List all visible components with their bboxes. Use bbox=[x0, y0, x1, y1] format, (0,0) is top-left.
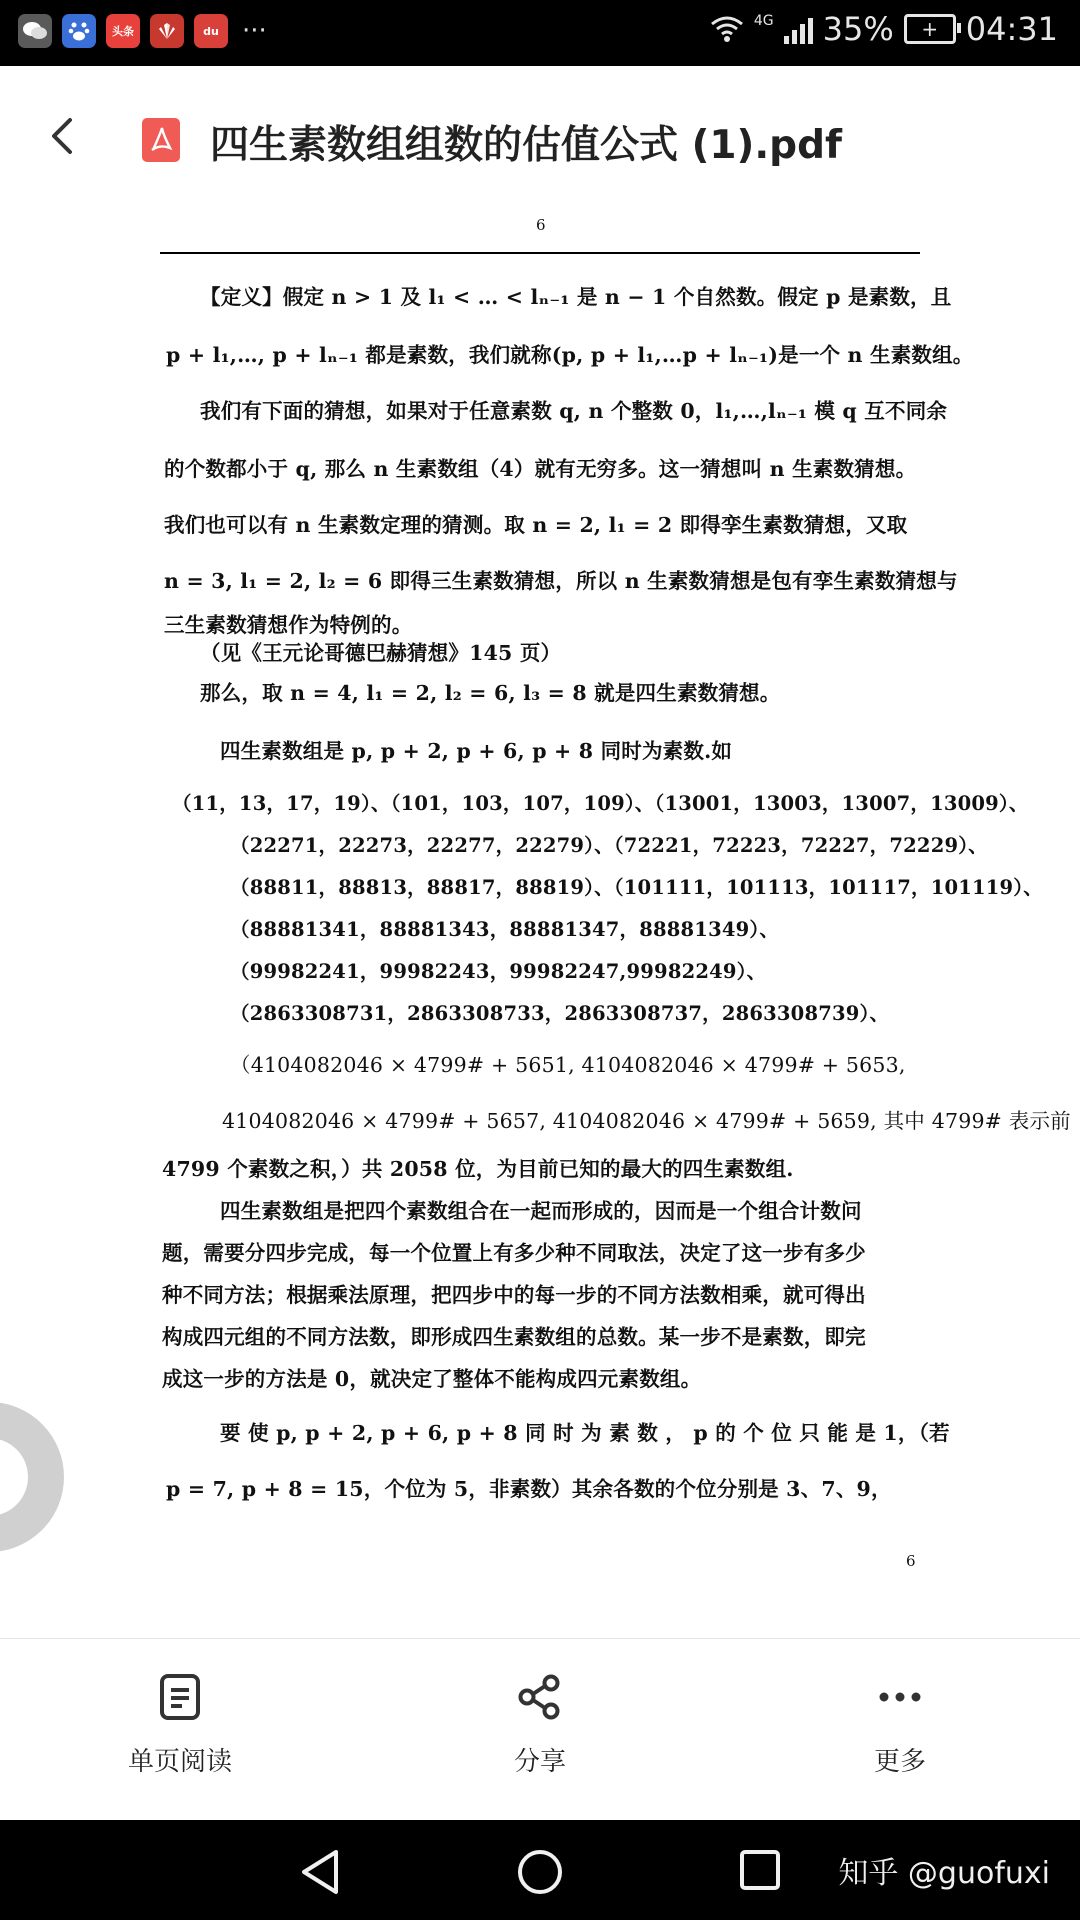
header-rule bbox=[160, 252, 920, 254]
clock: 04:31 bbox=[965, 10, 1058, 48]
signal-icon bbox=[784, 14, 813, 44]
more-dots-icon bbox=[877, 1690, 923, 1704]
battery-charging-icon: + bbox=[904, 14, 956, 44]
single-page-read-label: 单页阅读 bbox=[127, 1747, 232, 1777]
nav-recents-icon[interactable] bbox=[738, 1848, 782, 1892]
text-line: （2863308731，2863308733，2863308737，2863308739）、 bbox=[230, 1002, 890, 1025]
share-button[interactable] bbox=[440, 1669, 640, 1778]
more-notifications-icon: ··· bbox=[242, 16, 267, 46]
text-line: 【定义】假定 n > 1 及 l₁ < … < lₙ₋₁ 是 n − 1 个自然数。假定 p 是素数，且 bbox=[200, 285, 952, 309]
text-line: p = 7, p + 8 = 15，个位为 5，非素数）其余各数的个位分别是 3、7、9， bbox=[166, 1477, 892, 1501]
text-line: p + l₁,…, p + lₙ₋₁ 都是素数，我们就称(p, p + l₁,…p + lₙ₋₁)是一个 n 生素数组。 bbox=[166, 343, 974, 367]
nav-back-icon[interactable] bbox=[298, 1848, 342, 1896]
notification-icons bbox=[18, 14, 267, 48]
page-number-top: 6 bbox=[536, 216, 546, 234]
text-line: 成这一步的方法是 0，就决定了整体不能构成四元素数组。 bbox=[162, 1367, 702, 1391]
text-line: 题，需要分四步完成，每一个位置上有多少种不同取法，决定了这一步有多少 bbox=[162, 1241, 866, 1265]
text-line: （99982241，99982243，99982247,99982249）、 bbox=[230, 960, 767, 983]
text-line: 四生素数组是把四个素数组合在一起而形成的，因而是一个组合计数问 bbox=[220, 1199, 862, 1223]
text-line: （11，13，17，19）、（101，103，107，109）、（13001，13003，13007，13009）、 bbox=[172, 792, 1029, 815]
status-bar bbox=[0, 0, 1080, 66]
more-button[interactable] bbox=[800, 1669, 1000, 1778]
text-line: n = 3, l₁ = 2, l₂ = 6 即得三生素数猜想，所以 n 生素数猜想是包有孪生素数猜想与 bbox=[164, 569, 958, 593]
text-line: 构成四元组的不同方法数，即形成四生素数组的总数。某一步不是素数，即完 bbox=[162, 1325, 866, 1349]
text-line: 我们也可以有 n 生素数定理的猜测。取 n = 2, l₁ = 2 即得孪生素数猜想，又取 bbox=[164, 513, 908, 537]
document-header bbox=[0, 66, 1080, 216]
page-number-bottom: 6 bbox=[906, 1552, 916, 1570]
text-line: （4104082046 × 4799# + 5651, 4104082046 × 4799# + 5653, bbox=[230, 1053, 906, 1077]
baidu-icon bbox=[62, 14, 96, 48]
huawei-icon bbox=[150, 14, 184, 48]
single-page-read-button[interactable] bbox=[80, 1669, 280, 1778]
back-arrow-icon[interactable] bbox=[44, 116, 84, 156]
text-line: 三生素数猜想作为特例的。 bbox=[164, 613, 413, 637]
text-line: （22271，22273，22277，22279）、（72221，72223，72227，72229）、 bbox=[230, 834, 988, 857]
wifi-icon bbox=[710, 15, 744, 43]
bottom-toolbar bbox=[0, 1638, 1080, 1821]
text-line: 4799 个素数之积，）共 2058 位，为目前已知的最大的四生素数组. bbox=[162, 1157, 794, 1181]
system-indicators bbox=[710, 10, 1058, 48]
text-line: 种不同方法；根据乘法原理，把四步中的每一步的不同方法数相乘，就可得出 bbox=[162, 1283, 866, 1307]
pdf-file-icon bbox=[142, 118, 180, 162]
network-type: 4G bbox=[753, 13, 774, 29]
share-icon bbox=[517, 1674, 563, 1720]
pdf-page[interactable] bbox=[0, 216, 1080, 1636]
document-title: 四生素数组组数的估值公式 (1).pdf bbox=[210, 123, 842, 168]
text-line: 的个数都小于 q, 那么 n 生素数组（4）就有无穷多。这一猜想叫 n 生素数猜想。 bbox=[164, 457, 917, 481]
text-line: 要 使 p, p + 2, p + 6, p + 8 同 时 为 素 数 ， p 的 个 位 只 能 是 1，（若 bbox=[220, 1421, 950, 1445]
nav-home-icon[interactable] bbox=[516, 1848, 564, 1896]
system-navigation-bar bbox=[0, 1820, 1080, 1920]
share-label: 分享 bbox=[513, 1747, 566, 1777]
text-line: （88811，88813，88817，88819）、（101111，101113，101117，101119）、 bbox=[230, 876, 1043, 899]
text-line: 我们有下面的猜想，如果对于任意素数 q, n 个整数 0，l₁,…,lₙ₋₁ 模 q 互不同余 bbox=[200, 399, 948, 423]
text-line: 四生素数组是 p, p + 2, p + 6, p + 8 同时为素数.如 bbox=[220, 739, 733, 763]
text-line: （见《王元论哥德巴赫猜想》145 页） bbox=[200, 641, 562, 665]
document-page-icon bbox=[158, 1672, 202, 1722]
text-line: 那么，取 n = 4, l₁ = 2, l₂ = 6, l₃ = 8 就是四生素数猜想。 bbox=[200, 681, 781, 705]
wechat-icon bbox=[18, 14, 52, 48]
more-label: 更多 bbox=[873, 1747, 926, 1777]
zhihu-watermark: 知乎 @guofuxi bbox=[838, 1856, 1050, 1891]
battery-percent: 35% bbox=[822, 10, 894, 48]
text-line: 4104082046 × 4799# + 5657, 4104082046 × 4799# + 5659, 其中 4799# 表示前 bbox=[222, 1109, 1071, 1133]
toutiao-icon: 头条 bbox=[106, 14, 140, 48]
text-line: （88881341，88881343，88881347，88881349）、 bbox=[230, 918, 780, 941]
du-icon: du bbox=[194, 14, 228, 48]
